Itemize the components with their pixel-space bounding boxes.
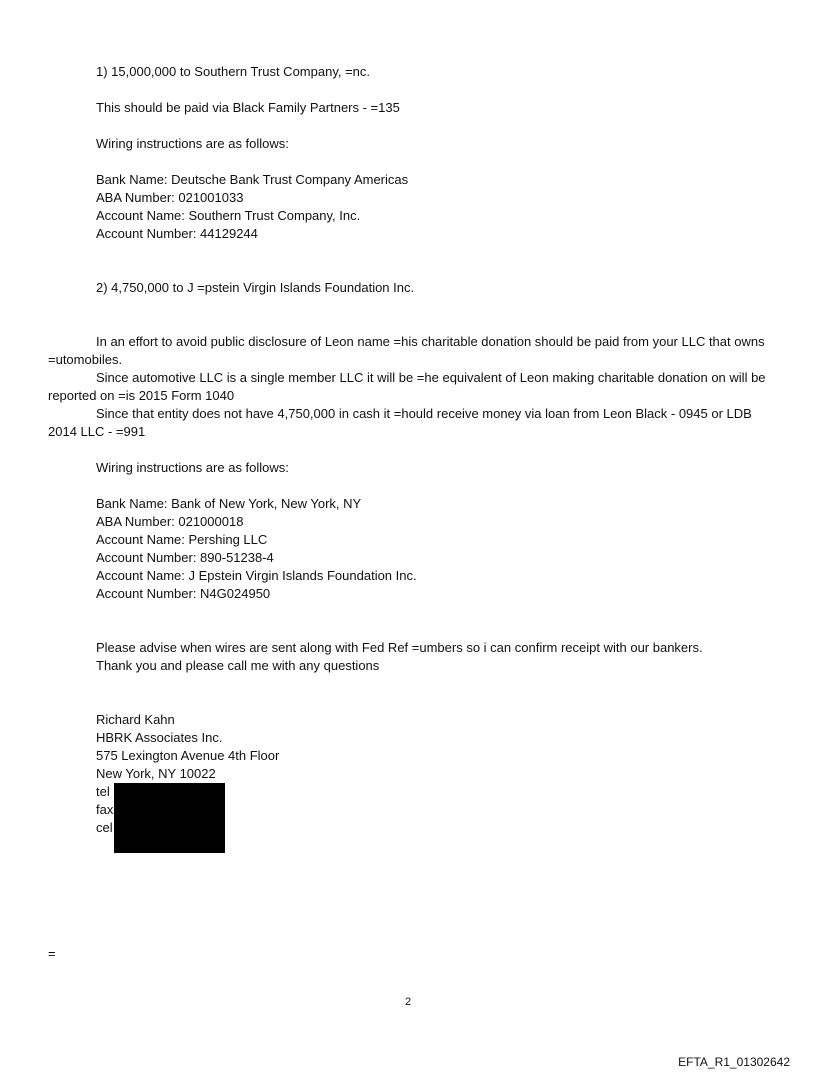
signature-address-2: New York, NY 10022 [96,766,216,781]
closing-line-2: Thank you and please call me with any questions [96,658,380,673]
signature-address-1: 575 Lexington Avenue 4th Floor [96,748,280,763]
closing-line-1: Please advise when wires are sent along with Fed Ref =umbers so i can confirm receipt with our bankers. [96,640,703,655]
item2-account-name-1: Account Name: Pershing LLC [96,532,268,547]
item2-bank-name: Bank Name: Bank of New York, New York, NY [96,496,362,511]
item2-heading: 2) 4,750,000 to J =pstein Virgin Islands Foundation Inc. [96,280,415,295]
signature-contact-block [48,783,778,837]
redaction-box [114,783,225,853]
email-body [48,63,778,837]
item1-wiring-intro: Wiring instructions are as follows: [96,136,289,151]
item1-account-name: Account Name: Southern Trust Company, Inc. [96,208,361,223]
cel-label: cel [96,820,113,835]
item2-paragraph-3: Since that entity does not have 4,750,000 in cash it =hould receive money via loan from Leon Black - 0945 or LDB 2014 LLC - =991 [48,406,752,439]
item2-paragraph-2: Since automotive LLC is a single member LLC it will be =he equivalent of Leon making charitable donation on will be reported on =is 2015 Form 1040 [48,370,766,403]
document-id: EFTA_R1_01302642 [678,1055,790,1069]
fax-label: fax [96,802,114,817]
trailing-equals: = [48,946,56,961]
item1-bank-name: Bank Name: Deutsche Bank Trust Company Americas [96,172,409,187]
item2-paragraph-1: In an effort to avoid public disclosure of Leon name =his charitable donation should be paid from your LLC that owns =utomobiles. [48,334,765,367]
signature-name: Richard Kahn [96,712,175,727]
item2-account-number-1: Account Number: 890-51238-4 [96,550,274,565]
item1-payment-note: This should be paid via Black Family Partners - =135 [96,100,400,115]
item2-wiring-intro: Wiring instructions are as follows: [96,460,289,475]
item2-account-name-2: Account Name: J Epstein Virgin Islands Foundation Inc. [96,568,417,583]
item1-account-number: Account Number: 44129244 [96,226,258,241]
item1-heading: 1) 15,000,000 to Southern Trust Company, =nc. [96,64,371,79]
signature-company: HBRK Associates Inc. [96,730,223,745]
item2-aba-number: ABA Number: 021000018 [96,514,244,529]
tel-label: tel [96,784,110,799]
item2-account-number-2: Account Number: N4G024950 [96,586,271,601]
item1-aba-number: ABA Number: 021001033 [96,190,244,205]
page-number: 2 [404,996,412,1008]
